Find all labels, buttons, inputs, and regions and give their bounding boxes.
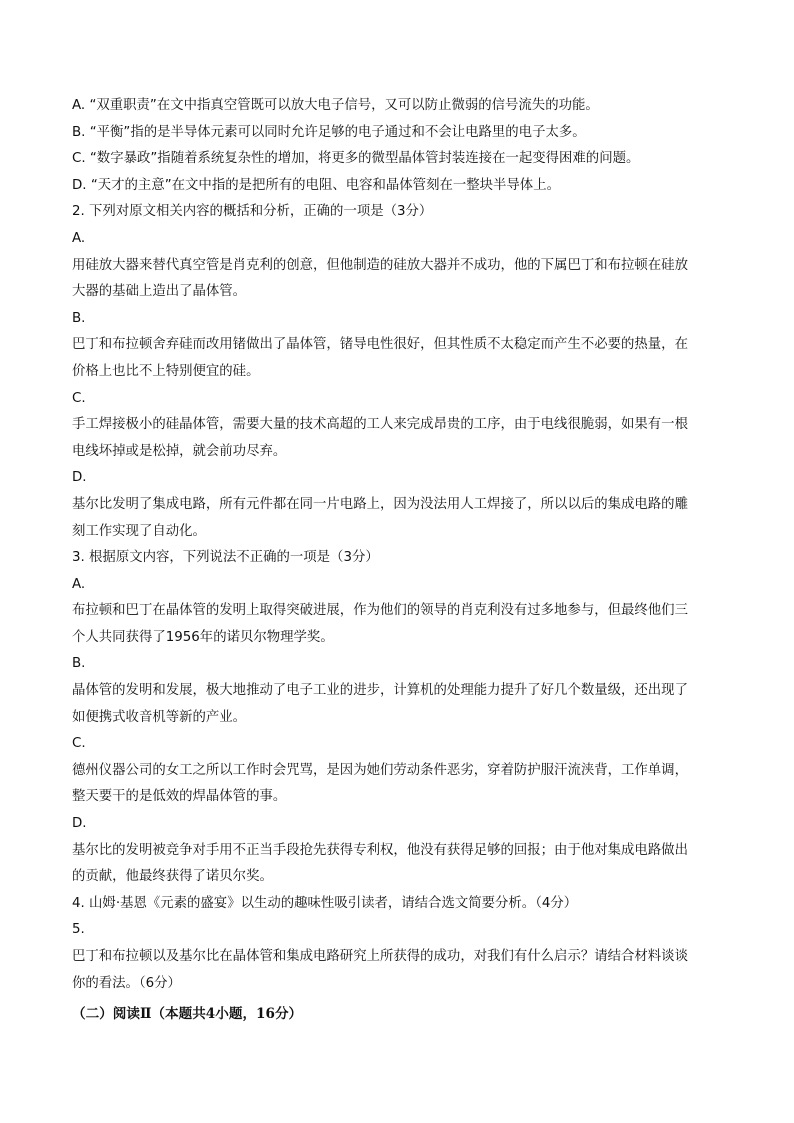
q2-option-c-letter: C. [72,390,86,406]
q5-line-1: 巴丁和布拉顿以及基尔比在晶体管和集成电路研究上所获得的成功，对我们有什么启示？请结合材料谈谈 [72,949,688,964]
question-3 [72,545,722,891]
q3-option-d-line-2: 的贡献，他最终获得了诺贝尔奖。 [72,869,273,885]
q3-option-c-line-1: 德州仪器公司的女工之所以工作时会咒骂，是因为她们劳动条件恶劣，穿着防护服汗流浃背，工作单调， [72,762,688,778]
q4-stem: 4. 山姆·基恩《元素的盛宴》以生动的趣味性吸引读者，请结合选文简要分析。（4分） [72,895,578,911]
q3-option-a-letter: A. [72,576,86,592]
q2-option-a-line-2: 大器的基础上造出了晶体管。 [72,284,247,300]
q3-option-b-letter: B. [72,656,86,672]
q3-option-a-line-1: 布拉顿和巴丁在晶体管的发明上取得突破进展，作为他们的领导的肖克利没有过多地参与，但最终他们三 [72,603,688,619]
q3-option-b-line-1: 晶体管的发明和发展，极大地推动了电子工业的进步，计算机的处理能力提升了好几个数量级，还出现了 [72,683,688,699]
q2-stem: 2. 下列对原文相关内容的概括和分析，正确的一项是（3分） [72,204,433,220]
q3-stem: 3. 根据原文内容，下列说法不正确的一项是（3分） [72,550,379,566]
q2-option-a-letter: A. [72,230,86,246]
section-heading: （二）阅读Ⅱ（本题共4小题，16分） [72,1006,303,1023]
q1-option-a: A. “双重职责”在文中指真空管既可以放大电子信号，又可以防止微弱的信号流失的功能。 [72,98,599,113]
q3-option-d-line-1: 基尔比的发明被竞争对手用不正当手段抢先获得专利权，他没有获得足够的回报；由于他对集成电路做出 [72,842,688,858]
q2-option-b-line-2: 价格上也比不上特别便宜的硅。 [72,363,260,379]
q3-option-b-line-2: 如便携式收音机等新的产业。 [72,709,247,725]
document-page [72,93,722,1029]
q2-option-b-letter: B. [72,310,86,326]
q3-option-a-line-2: 个人共同获得了1956年的诺贝尔物理学奖。 [72,629,334,645]
q1-option-c: C. “数字暴政”指随着系统复杂性的增加，将更多的微型晶体管封装连接在一起变得困难的问题。 [72,151,640,167]
q5-line-2: 你的看法。（6分） [72,975,181,991]
q2-option-d-line-2: 刻工作实现了自动化。 [72,523,206,539]
question-5 [72,917,722,997]
q1-option-d: D. “天才的主意”在文中指的是把所有的电阻、电容和晶体管刻在一整块半导体上。 [72,177,560,193]
q2-option-a-line-1: 用硅放大器来替代真空管是肖克利的创意，但他制造的硅放大器并不成功，他的下属巴丁和布拉顿在硅放 [72,257,688,273]
q3-option-c-letter: C. [72,736,86,752]
q2-option-c-line-1: 手工焊接极小的硅晶体管，需要大量的技术高超的工人来完成昂贵的工序，由于电线很脆弱，如果有一根 [72,417,688,433]
q1-options [72,93,722,199]
q2-option-d-letter: D. [72,470,87,486]
question-2 [72,199,722,545]
q2-option-c-line-2: 电线坏掉或是松掉，就会前功尽弃。 [72,443,287,459]
q1-option-b: B. “平衡”指的是半导体元素可以同时允许足够的电子通过和不会让电路里的电子太多。 [72,124,586,140]
q3-option-d-letter: D. [72,816,87,832]
q2-option-b-line-1: 巴丁和布拉顿舍弃硅而改用锗做出了晶体管，锗导电性很好，但其性质不太稳定而产生不必要的热量，在 [72,337,688,353]
q5-number: 5. [72,922,85,938]
question-4 [72,891,722,918]
q3-option-c-line-2: 整天要干的是低效的焊晶体管的事。 [72,789,287,805]
q2-option-d-line-1: 基尔比发明了集成电路，所有元件都在同一片电路上，因为没法用人工焊接了，所以以后的集成电路的雕 [72,496,688,512]
